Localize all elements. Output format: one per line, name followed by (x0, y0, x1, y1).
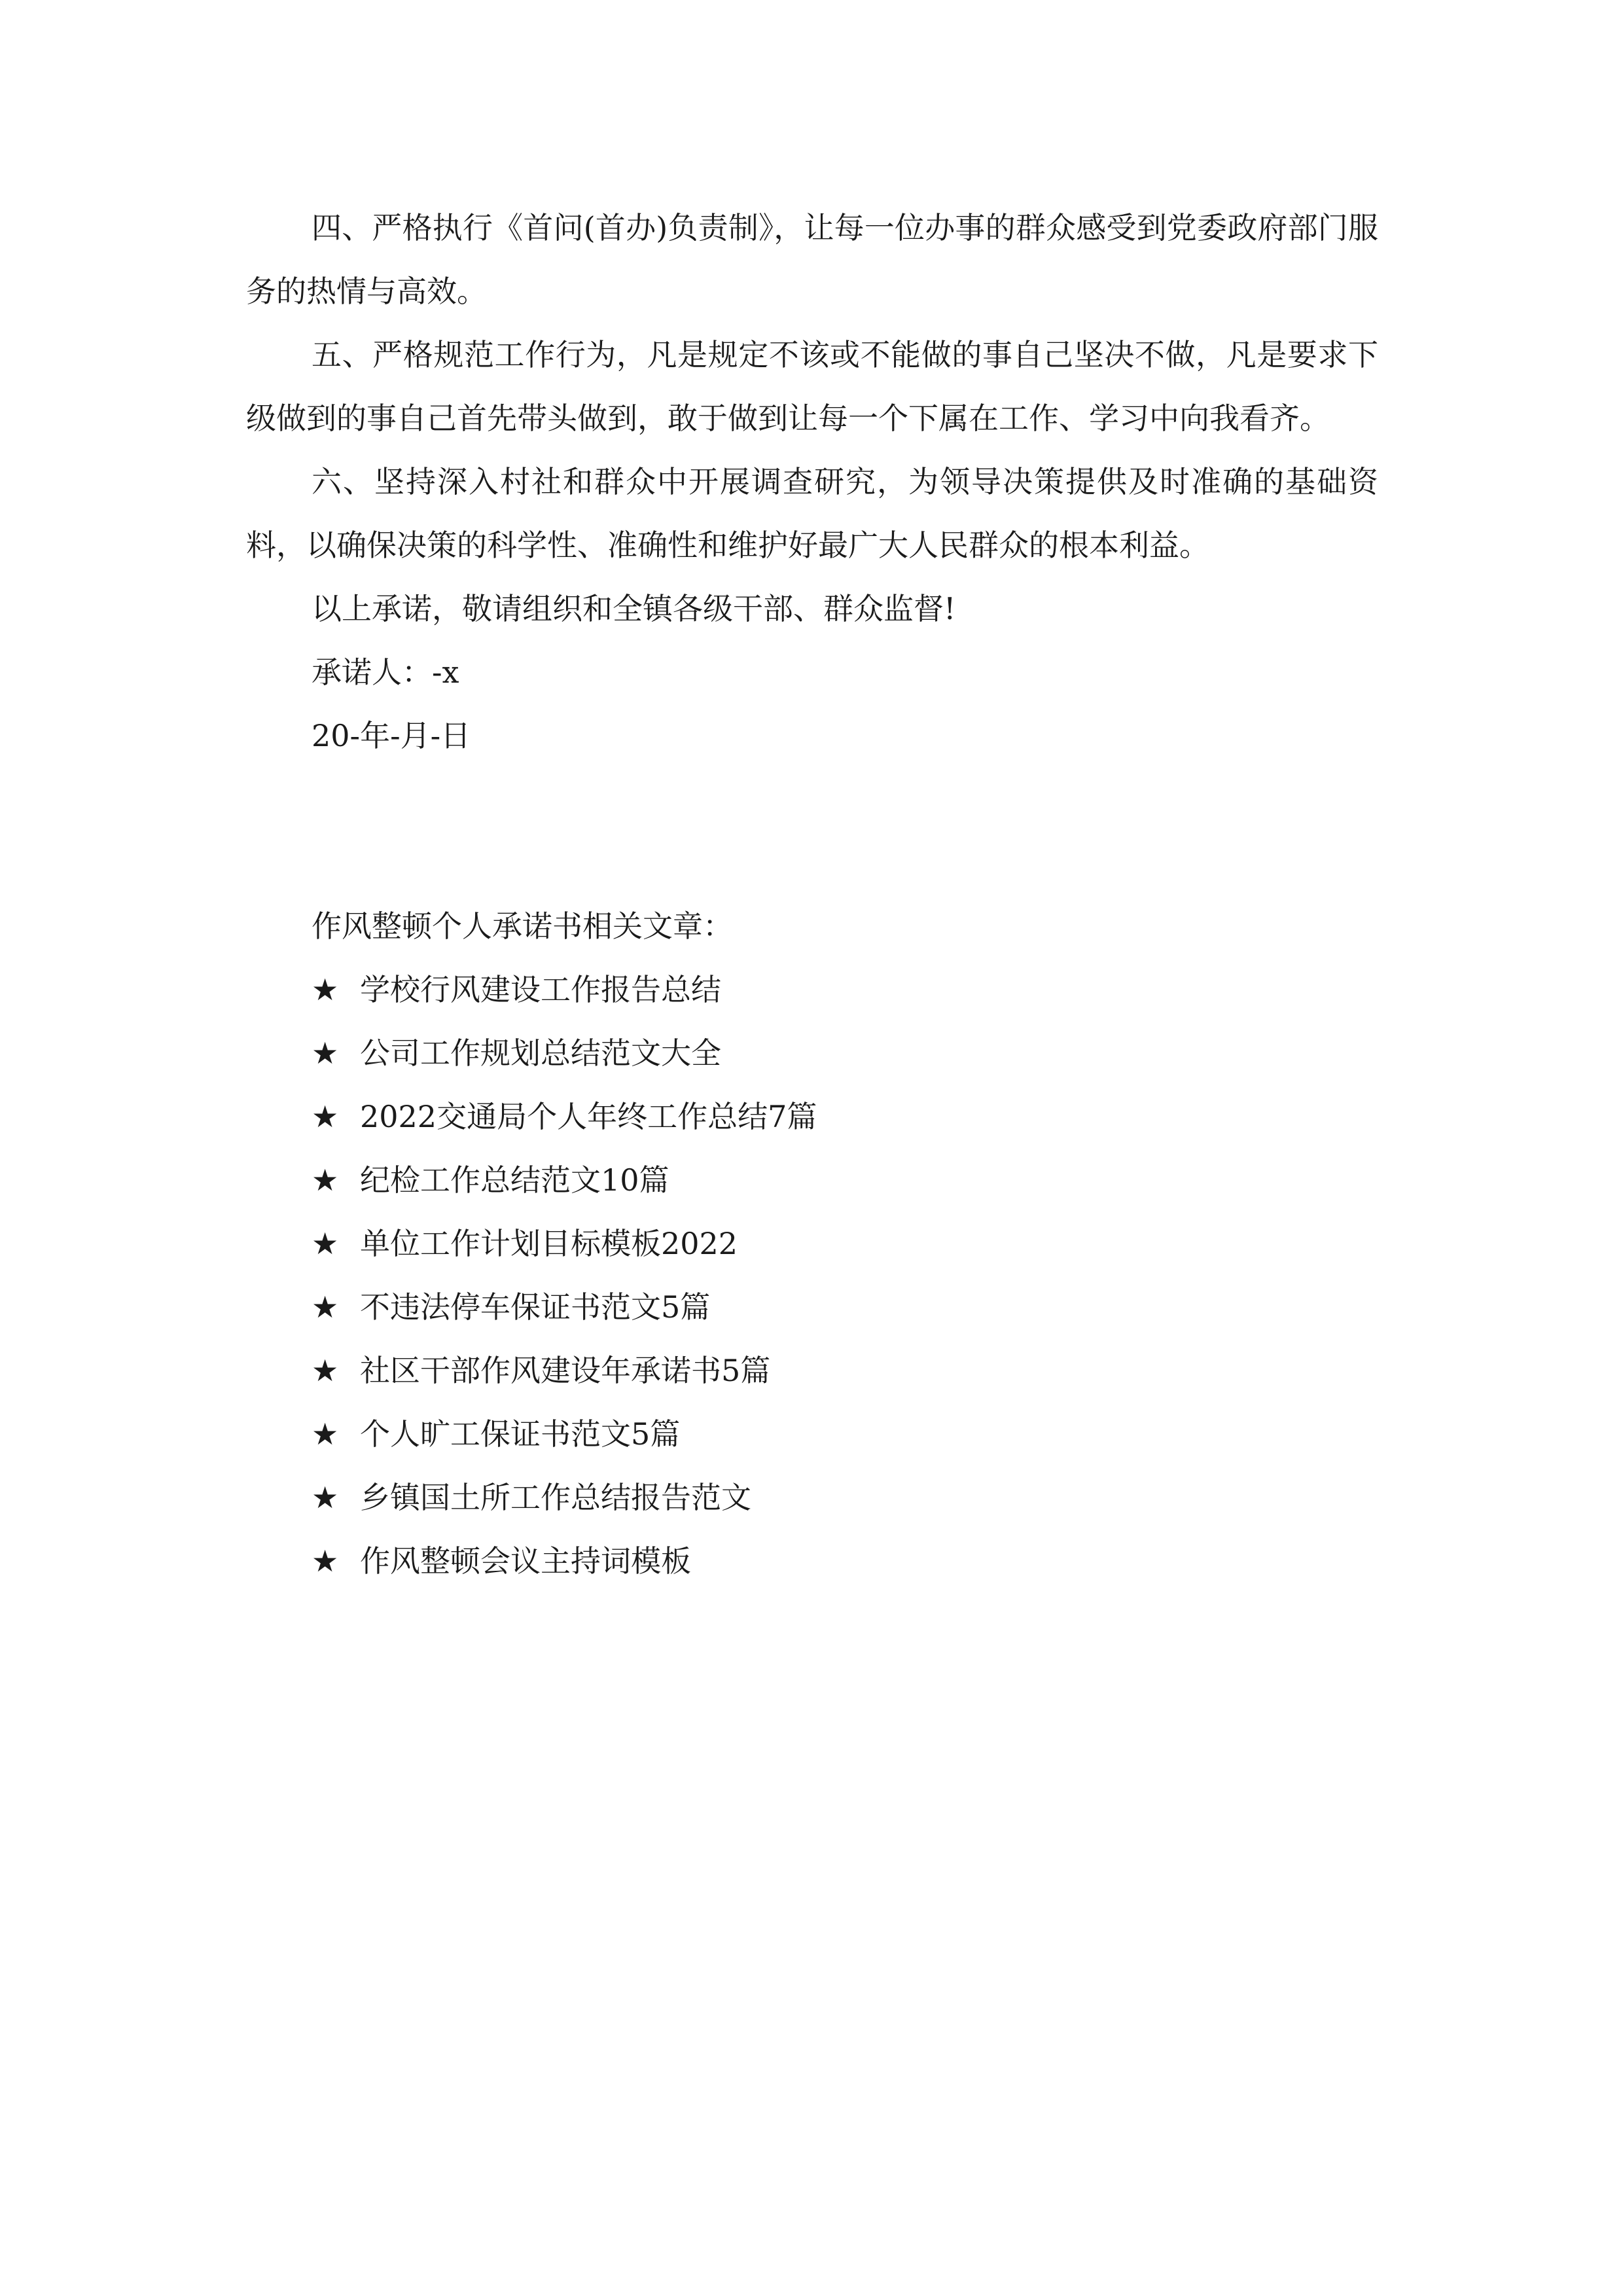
related-article-link[interactable] (312, 1149, 1378, 1212)
star-icon: ★ (312, 1035, 339, 1071)
related-article-link[interactable] (312, 1212, 1378, 1276)
related-article-link[interactable] (312, 958, 1378, 1022)
related-article-title[interactable]: 2022交通局个人年终工作总结7篇 (360, 1099, 817, 1134)
related-article-link[interactable] (312, 1276, 1378, 1339)
related-articles-heading: 作风整顿个人承诺书相关文章： (312, 908, 733, 944)
paragraph-five: 五、严格规范工作行为，凡是规定不该或不能做的事自己坚决不做，凡是要求下级做到的事自己首先带头做到，敢于做到让每一个下属在工作、学习中向我看齐。 (246, 337, 1378, 436)
document-body (246, 196, 1378, 1593)
paragraph-six: 六、坚持深入村社和群众中开展调查研究，为领导决策提供及时准确的基础资料，以确保决策的科学性、准确性和维护好最广大人民群众的根本利益。 (246, 464, 1378, 563)
closing-statement: 以上承诺，敬请组织和全镇各级干部、群众监督! (312, 591, 956, 626)
related-article-title[interactable]: 公司工作规划总结范文大全 (360, 1035, 721, 1071)
related-article-link[interactable] (312, 1403, 1378, 1466)
star-icon: ★ (312, 1162, 339, 1198)
star-icon: ★ (312, 1226, 339, 1261)
related-article-title[interactable]: 学校行风建设工作报告总结 (360, 972, 721, 1007)
date-line: 20-年-月-日 (312, 718, 471, 753)
star-icon: ★ (312, 1353, 339, 1388)
related-articles-list (246, 958, 1378, 1593)
related-article-title[interactable]: 单位工作计划目标模板2022 (360, 1226, 738, 1261)
star-icon: ★ (312, 1480, 339, 1515)
related-article-title[interactable]: 个人旷工保证书范文5篇 (360, 1416, 681, 1452)
related-article-link[interactable] (312, 1339, 1378, 1403)
related-article-title[interactable]: 乡镇国土所工作总结报告范文 (360, 1480, 751, 1515)
related-article-title[interactable]: 作风整顿会议主持词模板 (360, 1543, 691, 1579)
related-article-title[interactable]: 纪检工作总结范文10篇 (360, 1162, 669, 1198)
star-icon: ★ (312, 1416, 339, 1452)
star-icon: ★ (312, 972, 339, 1007)
related-article-title[interactable]: 不违法停车保证书范文5篇 (360, 1289, 711, 1325)
paragraph-four: 四、严格执行《首问(首办)负责制》，让每一位办事的群众感受到党委政府部门服务的热情与高效。 (246, 210, 1378, 309)
related-article-link[interactable] (312, 1466, 1378, 1530)
star-icon: ★ (312, 1099, 339, 1134)
star-icon: ★ (312, 1289, 339, 1325)
signature-line: 承诺人：-x (312, 655, 459, 690)
related-article-title[interactable]: 社区干部作风建设年承诺书5篇 (360, 1353, 771, 1388)
related-article-link[interactable] (312, 1530, 1378, 1593)
related-article-link[interactable] (312, 1022, 1378, 1085)
section-spacer (246, 768, 1378, 895)
related-article-link[interactable] (312, 1085, 1378, 1149)
star-icon: ★ (312, 1543, 339, 1579)
